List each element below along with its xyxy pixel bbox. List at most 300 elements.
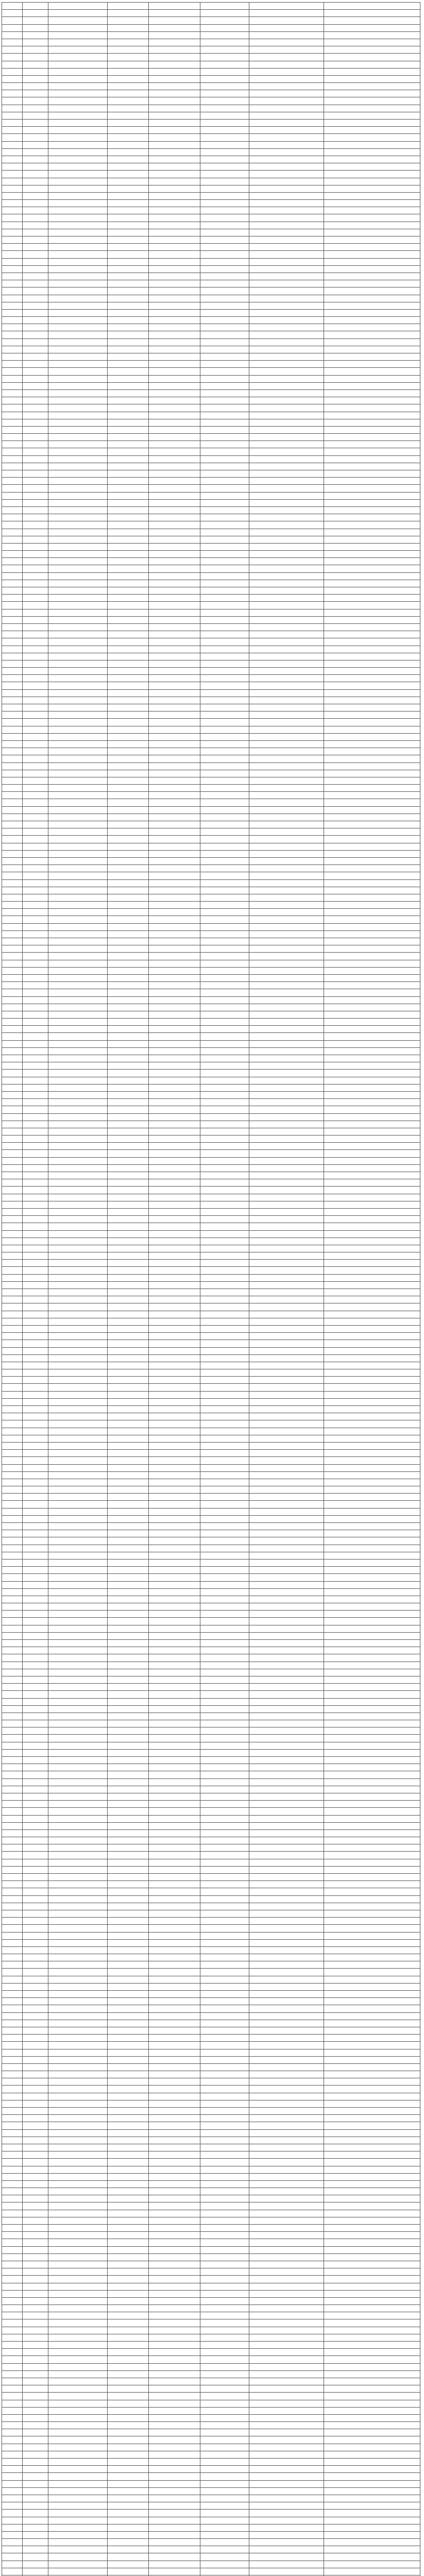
cell-name bbox=[108, 375, 149, 382]
cell-no bbox=[2, 1040, 23, 1047]
cell-date bbox=[200, 83, 249, 90]
cell-amount bbox=[249, 1362, 324, 1369]
cell-name bbox=[108, 353, 149, 361]
cell-name bbox=[108, 441, 149, 448]
cell-bank bbox=[324, 2568, 420, 2575]
table-row bbox=[2, 397, 420, 404]
cell-name bbox=[108, 419, 149, 426]
cell-no bbox=[2, 338, 23, 346]
cell-bank bbox=[324, 1786, 420, 1793]
cell-amount bbox=[249, 996, 324, 1004]
cell-county bbox=[23, 1296, 48, 1303]
cell-no bbox=[2, 1545, 23, 1552]
cell-county bbox=[23, 112, 48, 119]
cell-no bbox=[2, 1047, 23, 1055]
cell-name bbox=[108, 967, 149, 974]
cell-amount bbox=[249, 2466, 324, 2473]
cell-name bbox=[108, 887, 149, 894]
cell-no bbox=[2, 156, 23, 163]
table-row bbox=[2, 1150, 420, 1157]
cell-date bbox=[200, 1852, 249, 1859]
cell-no bbox=[2, 295, 23, 302]
cell-category bbox=[149, 171, 200, 178]
table-row bbox=[2, 2568, 420, 2575]
table-row bbox=[2, 1588, 420, 1596]
cell-no bbox=[2, 382, 23, 389]
cell-village bbox=[48, 3, 108, 10]
cell-category bbox=[149, 1464, 200, 1471]
cell-county bbox=[23, 1121, 48, 1128]
cell-no bbox=[2, 785, 23, 792]
cell-category bbox=[149, 792, 200, 799]
table-row bbox=[2, 646, 420, 653]
cell-amount bbox=[249, 2195, 324, 2202]
table-row bbox=[2, 719, 420, 726]
cell-bank bbox=[324, 1136, 420, 1143]
cell-category bbox=[149, 1289, 200, 1296]
cell-amount bbox=[249, 2305, 324, 2312]
cell-name bbox=[108, 1019, 149, 1026]
cell-category bbox=[149, 2363, 200, 2370]
cell-date bbox=[200, 1136, 249, 1143]
cell-bank bbox=[324, 828, 420, 836]
cell-name bbox=[108, 338, 149, 346]
cell-village bbox=[48, 2568, 108, 2575]
cell-category bbox=[149, 1179, 200, 1187]
table-row bbox=[2, 83, 420, 90]
cell-date bbox=[200, 1881, 249, 1888]
cell-category bbox=[149, 1245, 200, 1252]
cell-date bbox=[200, 1128, 249, 1135]
cell-amount bbox=[249, 1698, 324, 1705]
cell-county bbox=[23, 982, 48, 989]
cell-village bbox=[48, 1245, 108, 1252]
cell-amount bbox=[249, 1442, 324, 1449]
cell-name bbox=[108, 828, 149, 836]
cell-county bbox=[23, 806, 48, 814]
cell-bank bbox=[324, 2561, 420, 2568]
table-row bbox=[2, 1786, 420, 1793]
cell-name bbox=[108, 1377, 149, 1384]
table-row bbox=[2, 2071, 420, 2078]
cell-name bbox=[108, 2459, 149, 2466]
cell-village bbox=[48, 419, 108, 426]
cell-name bbox=[108, 857, 149, 865]
cell-no bbox=[2, 1603, 23, 1611]
cell-name bbox=[108, 2027, 149, 2034]
cell-date bbox=[200, 2173, 249, 2180]
cell-bank bbox=[324, 902, 420, 909]
cell-village bbox=[48, 1318, 108, 1325]
cell-village bbox=[48, 653, 108, 660]
table-row bbox=[2, 521, 420, 529]
cell-amount bbox=[249, 1121, 324, 1128]
cell-date bbox=[200, 2356, 249, 2363]
cell-name bbox=[108, 909, 149, 916]
cell-amount bbox=[249, 755, 324, 762]
cell-date bbox=[200, 1413, 249, 1420]
cell-date bbox=[200, 602, 249, 609]
cell-no bbox=[2, 83, 23, 90]
cell-name bbox=[108, 1808, 149, 1815]
cell-no bbox=[2, 448, 23, 455]
cell-county bbox=[23, 506, 48, 514]
cell-date bbox=[200, 127, 249, 134]
cell-name bbox=[108, 653, 149, 660]
cell-date bbox=[200, 1420, 249, 1428]
cell-bank bbox=[324, 668, 420, 675]
cell-no bbox=[2, 485, 23, 492]
cell-county bbox=[23, 1808, 48, 1815]
cell-county bbox=[23, 1508, 48, 1515]
table-row bbox=[2, 75, 420, 82]
cell-name bbox=[108, 455, 149, 463]
cell-category bbox=[149, 1903, 200, 1910]
cell-no bbox=[2, 2086, 23, 2093]
cell-amount bbox=[249, 646, 324, 653]
cell-county bbox=[23, 572, 48, 580]
cell-no bbox=[2, 1479, 23, 1486]
cell-village bbox=[48, 2202, 108, 2210]
table-row bbox=[2, 1925, 420, 1932]
cell-category bbox=[149, 1099, 200, 1106]
cell-no bbox=[2, 887, 23, 894]
cell-category bbox=[149, 1983, 200, 1990]
cell-county bbox=[23, 1903, 48, 1910]
cell-amount bbox=[249, 1654, 324, 1662]
cell-county bbox=[23, 2444, 48, 2451]
cell-date bbox=[200, 2349, 249, 2356]
cell-date bbox=[200, 1874, 249, 1881]
cell-date bbox=[200, 1260, 249, 1267]
cell-no bbox=[2, 2502, 23, 2510]
cell-no bbox=[2, 1903, 23, 1910]
cell-village bbox=[48, 1559, 108, 1566]
cell-village bbox=[48, 2400, 108, 2407]
cell-bank bbox=[324, 1574, 420, 1581]
cell-category bbox=[149, 1047, 200, 1055]
cell-bank bbox=[324, 2049, 420, 2056]
cell-name bbox=[108, 1603, 149, 1611]
cell-name bbox=[108, 982, 149, 989]
table-row bbox=[2, 675, 420, 682]
cell-village bbox=[48, 894, 108, 901]
cell-bank bbox=[324, 2429, 420, 2436]
cell-county bbox=[23, 2363, 48, 2370]
cell-amount bbox=[249, 711, 324, 719]
cell-county bbox=[23, 1384, 48, 1391]
cell-name bbox=[108, 1662, 149, 1669]
cell-no bbox=[2, 127, 23, 134]
cell-amount bbox=[249, 1757, 324, 1764]
cell-county bbox=[23, 1596, 48, 1603]
cell-bank bbox=[324, 97, 420, 105]
cell-amount bbox=[249, 2349, 324, 2356]
table-row bbox=[2, 148, 420, 156]
cell-village bbox=[48, 2414, 108, 2421]
table-row bbox=[2, 814, 420, 821]
cell-date bbox=[200, 1552, 249, 1559]
cell-amount bbox=[249, 1881, 324, 1888]
cell-category bbox=[149, 2129, 200, 2137]
table-row bbox=[2, 1091, 420, 1098]
cell-no bbox=[2, 185, 23, 192]
cell-category bbox=[149, 1713, 200, 1720]
cell-amount bbox=[249, 2210, 324, 2217]
cell-name bbox=[108, 821, 149, 828]
table-row bbox=[2, 682, 420, 689]
cell-bank bbox=[324, 192, 420, 199]
cell-name bbox=[108, 697, 149, 704]
cell-village bbox=[48, 1435, 108, 1442]
cell-village bbox=[48, 2553, 108, 2561]
cell-name bbox=[108, 492, 149, 499]
cell-bank bbox=[324, 2487, 420, 2495]
cell-village bbox=[48, 1238, 108, 1245]
cell-village bbox=[48, 1998, 108, 2005]
table-row bbox=[2, 536, 420, 543]
cell-county bbox=[23, 1954, 48, 1961]
cell-amount bbox=[249, 2027, 324, 2034]
cell-amount bbox=[249, 1727, 324, 1735]
cell-category bbox=[149, 1420, 200, 1428]
table-row bbox=[2, 120, 420, 127]
cell-no bbox=[2, 1537, 23, 1545]
cell-county bbox=[23, 2400, 48, 2407]
cell-village bbox=[48, 638, 108, 646]
cell-no bbox=[2, 68, 23, 75]
table-row bbox=[2, 1208, 420, 1215]
cell-date bbox=[200, 1047, 249, 1055]
cell-county bbox=[23, 1494, 48, 1501]
cell-no bbox=[2, 1625, 23, 1632]
cell-county bbox=[23, 1267, 48, 1274]
cell-amount bbox=[249, 1471, 324, 1479]
cell-county bbox=[23, 1172, 48, 1179]
cell-category bbox=[149, 2414, 200, 2421]
cell-village bbox=[48, 1778, 108, 1786]
cell-bank bbox=[324, 1954, 420, 1961]
cell-amount bbox=[249, 595, 324, 602]
cell-no bbox=[2, 638, 23, 646]
cell-name bbox=[108, 1201, 149, 1208]
cell-bank bbox=[324, 2159, 420, 2166]
cell-no bbox=[2, 748, 23, 755]
cell-name bbox=[108, 1961, 149, 1969]
cell-no bbox=[2, 1515, 23, 1522]
cell-amount bbox=[249, 265, 324, 273]
table-row bbox=[2, 1077, 420, 1084]
cell-name bbox=[108, 2466, 149, 2473]
cell-bank bbox=[324, 982, 420, 989]
cell-bank bbox=[324, 733, 420, 740]
cell-county bbox=[23, 1047, 48, 1055]
cell-name bbox=[108, 46, 149, 54]
cell-village bbox=[48, 236, 108, 244]
cell-category bbox=[149, 887, 200, 894]
cell-amount bbox=[249, 258, 324, 265]
cell-bank bbox=[324, 2349, 420, 2356]
cell-date bbox=[200, 1362, 249, 1369]
cell-county bbox=[23, 105, 48, 112]
table-row bbox=[2, 1340, 420, 1347]
cell-county bbox=[23, 404, 48, 412]
cell-county bbox=[23, 616, 48, 623]
cell-name bbox=[108, 1033, 149, 1040]
cell-name bbox=[108, 1420, 149, 1428]
cell-name bbox=[108, 75, 149, 82]
table-row bbox=[2, 39, 420, 46]
cell-date bbox=[200, 2035, 249, 2042]
cell-date bbox=[200, 1647, 249, 1654]
cell-village bbox=[48, 1662, 108, 1669]
cell-no bbox=[2, 2020, 23, 2027]
cell-county bbox=[23, 2268, 48, 2276]
table-row bbox=[2, 90, 420, 97]
cell-no bbox=[2, 1325, 23, 1332]
cell-village bbox=[48, 1954, 108, 1961]
cell-village bbox=[48, 105, 108, 112]
cell-category bbox=[149, 785, 200, 792]
cell-name bbox=[108, 2078, 149, 2086]
cell-date bbox=[200, 455, 249, 463]
cell-county bbox=[23, 1757, 48, 1764]
table-row bbox=[2, 1713, 420, 1720]
table-row bbox=[2, 1523, 420, 1530]
table-row bbox=[2, 1844, 420, 1852]
table-row bbox=[2, 902, 420, 909]
cell-village bbox=[48, 704, 108, 711]
cell-village bbox=[48, 1464, 108, 1471]
cell-village bbox=[48, 1040, 108, 1047]
cell-bank bbox=[324, 1238, 420, 1245]
cell-category bbox=[149, 2319, 200, 2327]
cell-no bbox=[2, 17, 23, 24]
table-row bbox=[2, 909, 420, 916]
cell-category bbox=[149, 338, 200, 346]
cell-date bbox=[200, 134, 249, 141]
cell-date bbox=[200, 1442, 249, 1449]
cell-no bbox=[2, 1194, 23, 1201]
cell-village bbox=[48, 2166, 108, 2173]
cell-village bbox=[48, 338, 108, 346]
cell-no bbox=[2, 697, 23, 704]
cell-county bbox=[23, 2290, 48, 2297]
cell-name bbox=[108, 1157, 149, 1164]
cell-county bbox=[23, 2451, 48, 2458]
cell-county bbox=[23, 1727, 48, 1735]
cell-no bbox=[2, 1895, 23, 1903]
cell-county bbox=[23, 2297, 48, 2304]
cell-date bbox=[200, 222, 249, 229]
cell-village bbox=[48, 1976, 108, 1983]
cell-village bbox=[48, 1187, 108, 1194]
cell-category bbox=[149, 2225, 200, 2232]
table-row bbox=[2, 2297, 420, 2304]
table-row bbox=[2, 1559, 420, 1566]
cell-date bbox=[200, 2246, 249, 2253]
cell-name bbox=[108, 68, 149, 75]
cell-category bbox=[149, 1771, 200, 1778]
cell-county bbox=[23, 2414, 48, 2421]
cell-name bbox=[108, 2305, 149, 2312]
cell-name bbox=[108, 207, 149, 214]
table-row bbox=[2, 2400, 420, 2407]
cell-name bbox=[108, 1946, 149, 1954]
cell-village bbox=[48, 1128, 108, 1135]
cell-county bbox=[23, 2225, 48, 2232]
cell-date bbox=[200, 426, 249, 433]
cell-county bbox=[23, 2385, 48, 2393]
cell-category bbox=[149, 1727, 200, 1735]
cell-no bbox=[2, 2027, 23, 2034]
cell-county bbox=[23, 1486, 48, 1494]
cell-county bbox=[23, 448, 48, 455]
cell-no bbox=[2, 1340, 23, 1347]
cell-village bbox=[48, 1340, 108, 1347]
cell-county bbox=[23, 1662, 48, 1669]
cell-village bbox=[48, 1347, 108, 1354]
cell-bank bbox=[324, 689, 420, 697]
cell-county bbox=[23, 887, 48, 894]
cell-bank bbox=[324, 2356, 420, 2363]
cell-no bbox=[2, 1245, 23, 1252]
cell-amount bbox=[249, 2319, 324, 2327]
cell-county bbox=[23, 2349, 48, 2356]
cell-no bbox=[2, 1084, 23, 1091]
cell-no bbox=[2, 792, 23, 799]
cell-name bbox=[108, 843, 149, 850]
cell-county bbox=[23, 2466, 48, 2473]
cell-amount bbox=[249, 61, 324, 68]
cell-bank bbox=[324, 1647, 420, 1654]
cell-name bbox=[108, 2108, 149, 2115]
cell-no bbox=[2, 2319, 23, 2327]
cell-no bbox=[2, 2487, 23, 2495]
table-row bbox=[2, 324, 420, 331]
cell-name bbox=[108, 1091, 149, 1098]
cell-no bbox=[2, 2129, 23, 2137]
cell-bank bbox=[324, 2151, 420, 2159]
cell-date bbox=[200, 2217, 249, 2224]
cell-date bbox=[200, 54, 249, 61]
cell-amount bbox=[249, 353, 324, 361]
table-row bbox=[2, 2166, 420, 2173]
cell-category bbox=[149, 1187, 200, 1194]
cell-no bbox=[2, 2327, 23, 2334]
cell-name bbox=[108, 2210, 149, 2217]
cell-bank bbox=[324, 2173, 420, 2180]
cell-no bbox=[2, 602, 23, 609]
cell-bank bbox=[324, 543, 420, 550]
cell-no bbox=[2, 141, 23, 148]
cell-bank bbox=[324, 1164, 420, 1172]
cell-no bbox=[2, 2166, 23, 2173]
cell-no bbox=[2, 1187, 23, 1194]
cell-bank bbox=[324, 2239, 420, 2246]
cell-date bbox=[200, 1720, 249, 1727]
cell-amount bbox=[249, 902, 324, 909]
cell-county bbox=[23, 909, 48, 916]
cell-bank bbox=[324, 909, 420, 916]
cell-county bbox=[23, 1676, 48, 1683]
cell-no bbox=[2, 1208, 23, 1215]
cell-bank bbox=[324, 609, 420, 616]
cell-bank bbox=[324, 178, 420, 185]
cell-name bbox=[108, 580, 149, 587]
cell-category bbox=[149, 1311, 200, 1318]
table-row bbox=[2, 953, 420, 960]
